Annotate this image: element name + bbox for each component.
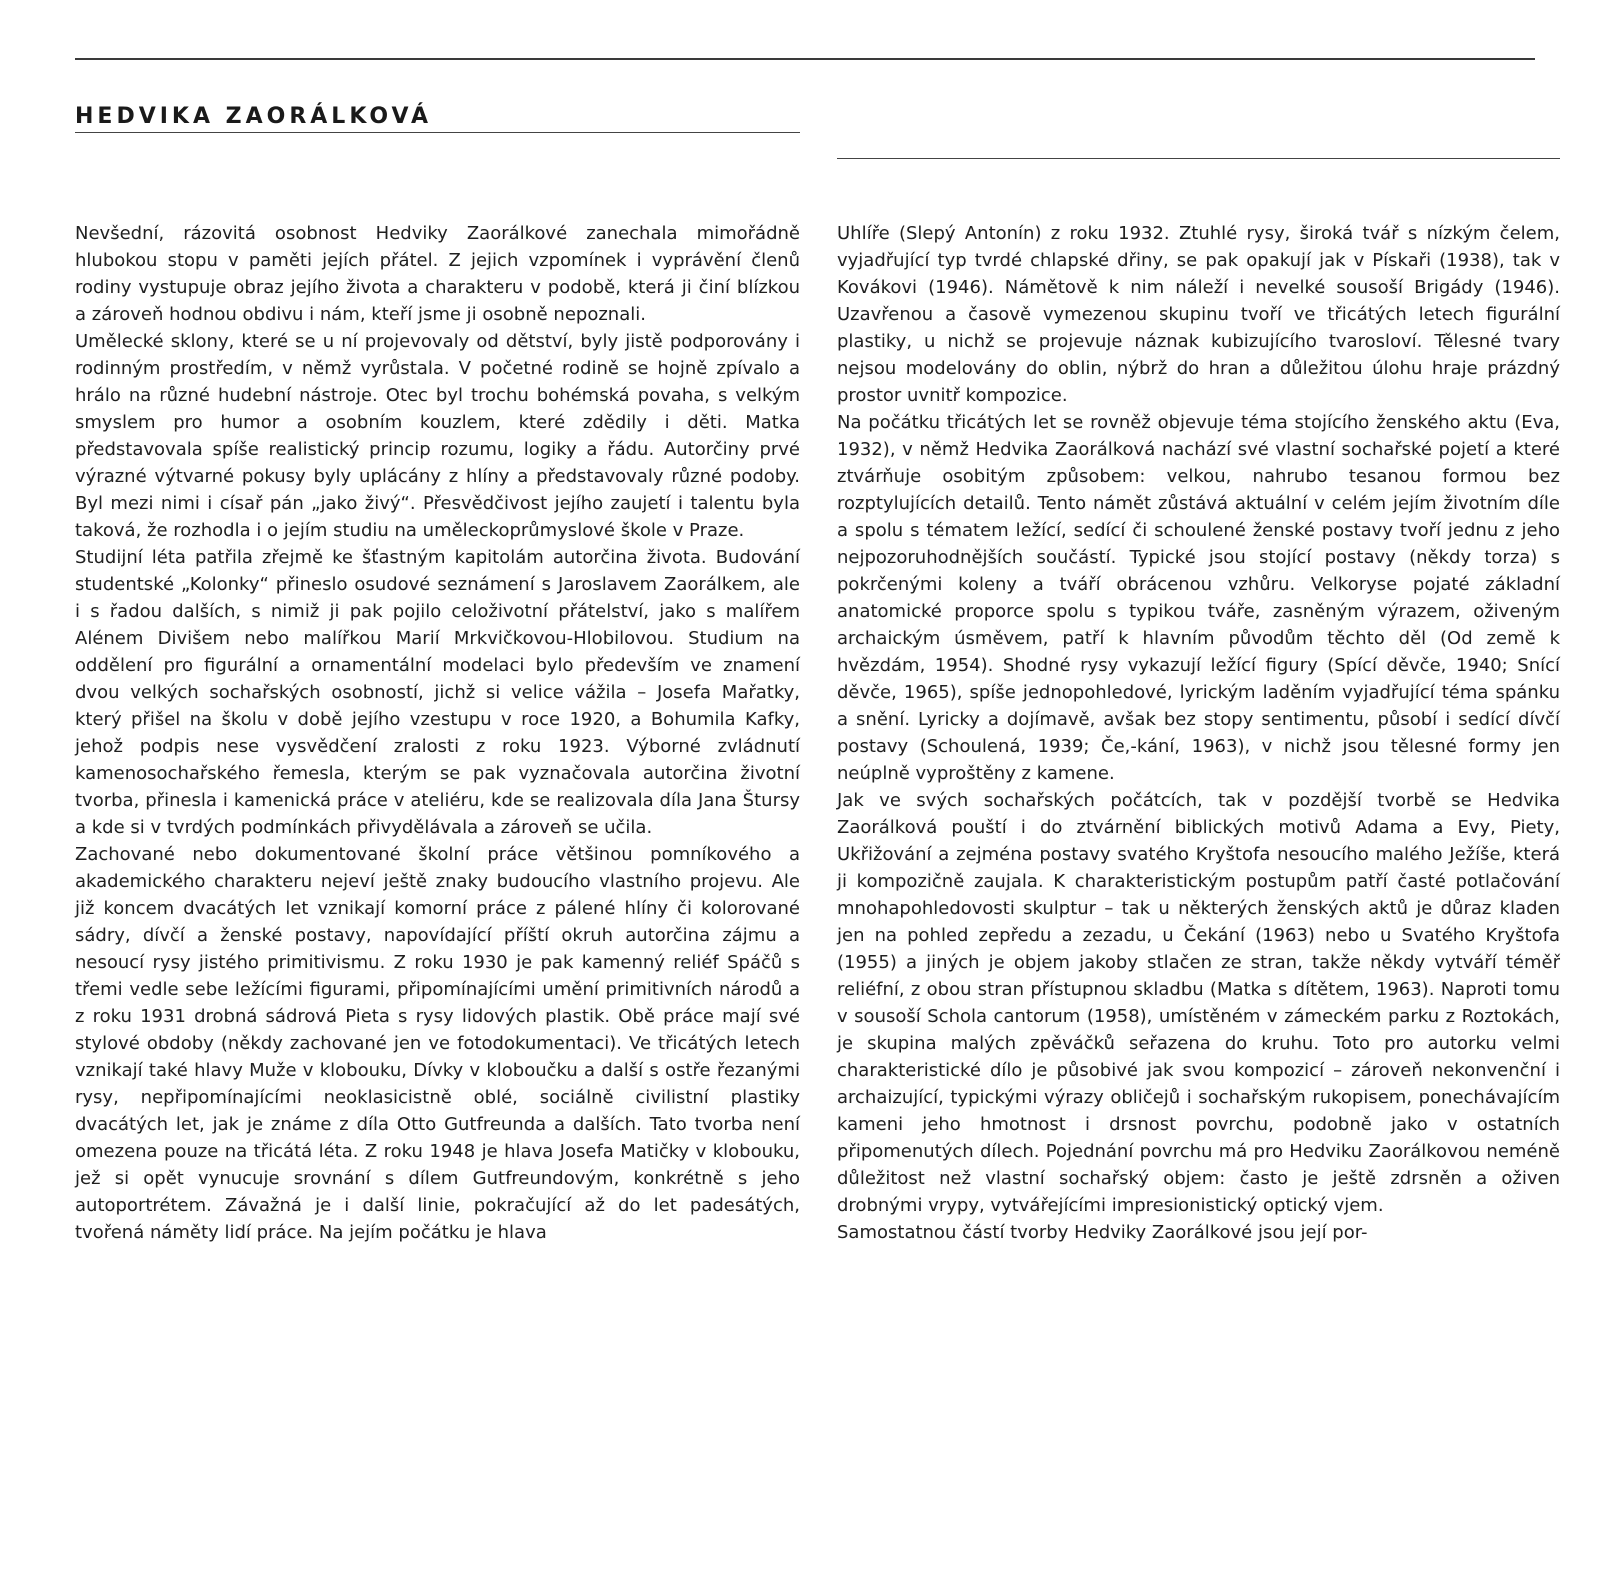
- title-underline: [75, 132, 800, 133]
- article-title: HEDVIKA ZAORÁLKOVÁ: [75, 104, 433, 129]
- paragraph: Na počátku třicátých let se rovněž objevuje téma stojícího ženského aktu (Eva, 1932), v němž Hedvika Zaorálková nachází své vlastní sochařské pojetí a které ztvárňuje osobitým způsobem: velkou, nahrubo tesanou formou bez rozptylujících detailů. Tento námět zůstává aktuální v celém jejím životním díle a spolu s tématem ležící, sedící či schoulené ženské postavy tvoří jednu z jeho nejpozoruhodnějších součástí. Typické jsou stojící postavy (někdy torza) s pokrčenými koleny a tváří obrácenou vzhůru. Velkoryse pojaté základní anatomické proporce spolu s typikou tváře, zasněným výrazem, oživeným archaickým úsměvem, patří k hlavním původům těchto děl (Od země k hvězdám, 1954). Shodné rysy vykazují ležící figury (Spící děvče, 1940; Snící děvče, 1965), spíše jednopohledové, lyrickým laděním vyjadřující téma spánku a snění. Lyricky a dojímavě, avšak bez stopy sentimentu, působí i sedící dívčí postavy (Schoulená, 1939; Če,-kání, 1963), v nichž jsou tělesné formy jen neúplně vyproštěny z kamene.: [837, 412, 1560, 784]
- paragraph: Umělecké sklony, které se u ní projevovaly od dětství, byly jistě podporovány i rodinným prostředím, v němž vyrůstala. V početné rodině se hojně zpívalo a hrálo na různé hudební nástroje. Otec byl trochu bohémská povaha, s velkým smyslem pro humor a osobním kouzlem, které zdědily i děti. Matka představovala spíše realistický princip rozumu, logiky a řádu. Autorčiny prvé výrazné výtvarné pokusy byly uplácány z hlíny a představovaly různé podoby. Byl mezi nimi i císař pán „jako živý“. Přesvědčivost jejího zaujetí i talentu byla taková, že rozhodla i o jejím studiu na uměleckoprůmyslové škole v Praze.: [75, 331, 800, 541]
- left-column: [75, 220, 800, 1246]
- right-column: [837, 220, 1560, 1246]
- paragraph: Zachované nebo dokumentované školní práce většinou pomníkového a akademického charakteru nejeví ještě znaky budoucího vlastního projevu. Ale již koncem dvacátých let vznikají komorní práce z pálené hlíny či kolorované sádry, dívčí a ženské postavy, napovídající příští okruh autorčina zájmu a nesoucí rysy jistého primitivismu. Z roku 1930 je pak kamenný reliéf Spáčů s třemi vedle sebe ležícími figurami, připomínajícími umění primitivních národů a z roku 1931 drobná sádrová Pieta s rysy lidových plastik. Obě práce mají své stylové obdoby (někdy zachované jen ve fotodokumentaci). Ve třicátých letech vznikají také hlavy Muže v klobouku, Dívky v kloboučku a další s ostře řezanými rysy, nepřipomínajícími neoklasicistně oblé, sociálně civilistní plastiky dvacátých let, jak je známe z díla Otto Gutfreunda a dalších. Tato tvorba není omezena pouze na třicátá léta. Z roku 1948 je hlava Josefa Matičky v klobouku, jež si opět vynucuje srovnání s dílem Gutfreundovým, konkrétně s jeho autoportrétem. Závažná je i další linie, pokračující až do let padesátých, tvořená náměty lidí práce. Na jejím počátku je hlava: [75, 844, 800, 1243]
- top-rule: [75, 58, 1535, 60]
- right-column-rule: [837, 158, 1560, 159]
- paragraph: Nevšední, rázovitá osobnost Hedviky Zaorálkové zanechala mimořádně hlubokou stopu v paměti jejích přátel. Z jejich vzpomínek i vyprávění členů rodiny vystupuje obraz jejího života a charakteru v podobě, která ji činí blízkou a zároveň hodnou obdivu i nám, kteří jsme ji osobně nepoznali.: [75, 223, 800, 325]
- paragraph: Studijní léta patřila zřejmě ke šťastným kapitolám autorčina života. Budování studentské „Kolonky“ přineslo osudové seznámení s Jaroslavem Zaorálkem, ale i s řadou dalších, s nimiž ji pak pojilo celoživotní přátelství, jako s malířem Alénem Divišem nebo malířkou Marií Mrkvičkovou-Hlobilovou. Studium na oddělení pro figurální a ornamentální modelaci bylo především ve znamení dvou velkých sochařských osobností, jichž si velice vážila – Josefa Mařatky, který přišel na školu v době jejího vzestupu v roce 1920, a Bohumila Kafky, jehož podpis nese vysvědčení zralosti z roku 1923. Výborné zvládnutí kamenosochařského řemesla, kterým se pak vyznačovala autorčina životní tvorba, přinesla i kamenická práce v ateliéru, kde se realizovala díla Jana Štursy a kde si v tvrdých podmínkách přivydělávala a zároveň se učila.: [75, 547, 800, 838]
- paragraph: Uhlíře (Slepý Antonín) z roku 1932. Ztuhlé rysy, široká tvář s nízkým čelem, vyjadřující typ tvrdé chlapské dřiny, se pak opakují jak v Pískaři (1938), tak v Kovákovi (1946). Námětově k nim náleží i nevelké sousoší Brigády (1946). Uzavřenou a časově vymezenou skupinu tvoří ve třicátých letech figurální plastiky, u nichž se projevuje náznak kubizujícího tvarosloví. Tělesné tvary nejsou modelovány do oblin, nýbrž do hran a důležitou úlohu hraje prázdný prostor uvnitř kompozice.: [837, 223, 1560, 406]
- paragraph: Jak ve svých sochařských počátcích, tak v pozdější tvorbě se Hedvika Zaorálková pouští i do ztvárnění biblických motivů Adama a Evy, Piety, Ukřižování a zejména postavy svatého Kryštofa nesoucího malého Ježíše, která ji kompozičně zaujala. K charakteristickým postupům patří časté potlačování mnohapohledovosti skulptur – tak u některých ženských aktů je důraz kladen jen na pohled zepředu a zezadu, u Čekání (1963) nebo u Svatého Kryštofa (1955) a jiných je objem jakoby stlačen ze stran, takže někdy vytváří téměř reliéfní, z obou stran přístupnou skladbu (Matka s dítětem, 1963). Naproti tomu v sousoší Schola cantorum (1958), umístěném v zámeckém parku z Roztokách, je skupina malých zpěváčků seřazena do kruhu. Toto pro autorku velmi charakteristické dílo je působivé jak svou kompozicí – zároveň nekonvenční i archaizující, typickými výrazy obličejů i sochařským rukopisem, ponechávajícím kameni jeho hmotnost i drsnost povrchu, podobně jako v ostatních připomenutých dílech. Pojednání povrchu má pro Hedviku Zaorálkovou neméně důležitost než vlastní sochařský objem: často je ještě zdrsněn a oživen drobnými vrypy, vytvářejícími impresionistický optický vjem.: [837, 790, 1560, 1216]
- paragraph: Samostatnou částí tvorby Hedviky Zaorálkové jsou její por-: [837, 1222, 1368, 1243]
